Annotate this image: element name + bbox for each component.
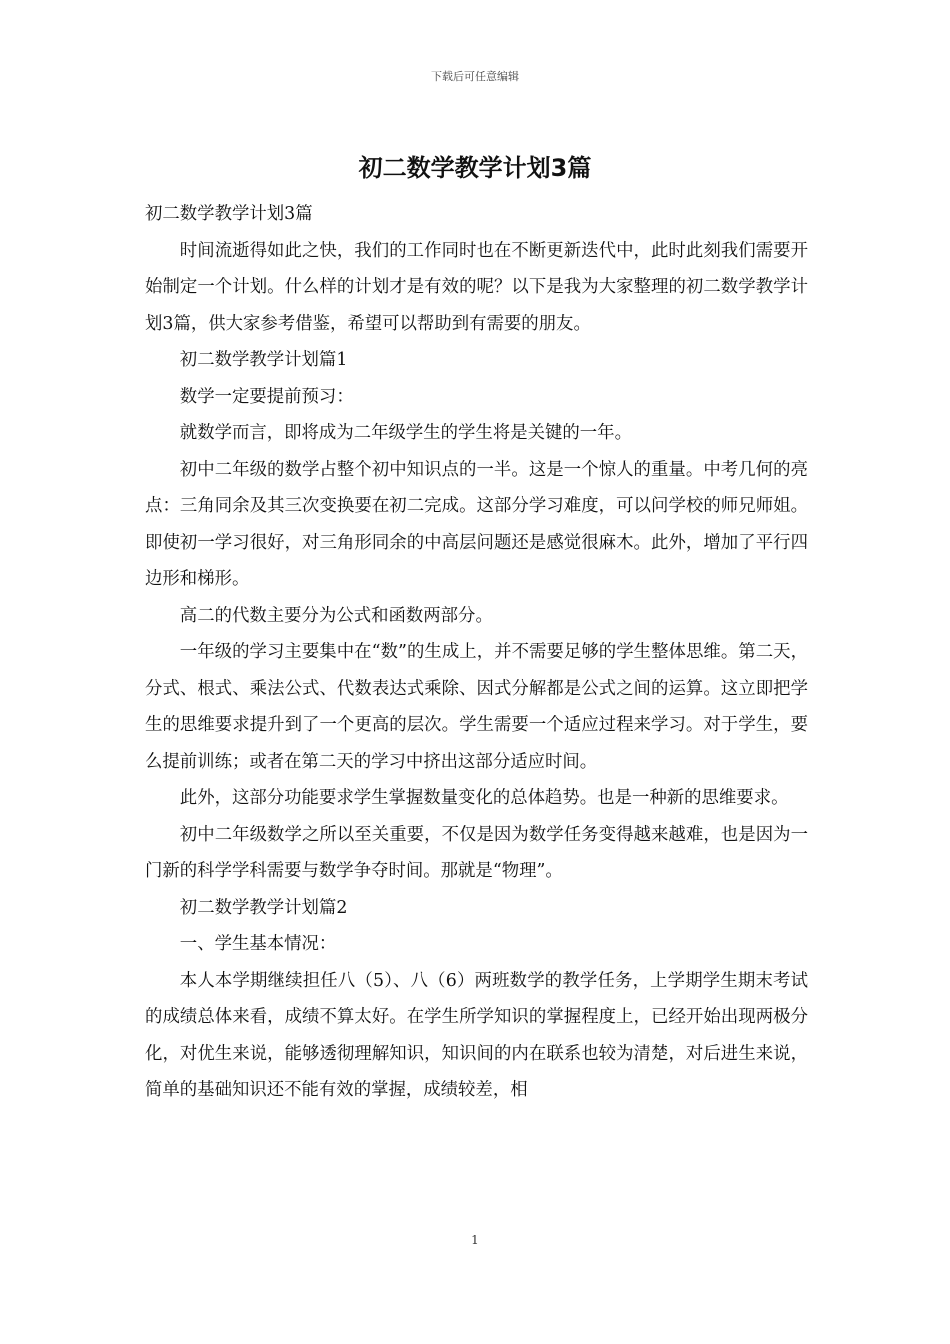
section-heading-plan-1: 初二数学教学计划篇1	[179, 350, 348, 370]
paragraph: 高二的代数主要分为公式和函数两部分。	[179, 605, 493, 626]
paragraph-intro: 时间流逝得如此之快，我们的工作同时也在不断更新迭代中，此时此刻我们需要开始制定一个计划。什么样的计划才是有效的呢？以下是我为大家整理的初二数学教学计划3篇，供大家参考借鉴，希望可以帮助到有需要的朋友。	[145, 240, 808, 334]
document-body	[145, 196, 808, 1109]
subsection-heading: 一、学生基本情况：	[179, 934, 337, 954]
paragraph-subtitle: 初二数学教学计划3篇	[145, 204, 313, 224]
paragraph: 此外，这部分功能要求学生掌握数量变化的总体趋势。也是一种新的思维要求。	[179, 788, 789, 808]
page-number: 1	[471, 1233, 479, 1247]
paragraph: 初中二年级的数学占整个初中知识点的一半。这是一个惊人的重量。中考几何的亮点：三角同余及其三次变换要在初二完成。这部分学习难度，可以问学校的师兄师姐。即使初一学习很好，对三角形同余的中高层问题还是感觉很麻木。此外，增加了平行四边形和梯形。	[145, 459, 808, 589]
section-heading-plan-2: 初二数学教学计划篇2	[179, 897, 348, 918]
paragraph: 就数学而言，即将成为二年级学生的学生将是关键的一年。	[179, 423, 632, 443]
page-header-note: 下载后可任意编辑	[431, 70, 519, 83]
paragraph: 数学一定要提前预习：	[179, 386, 354, 407]
document-title: 初二数学教学计划3篇	[358, 154, 592, 182]
paragraph: 一年级的学习主要集中在“数”的生成上，并不需要足够的学生整体思维。第二天，分式、根式、乘法公式、代数表达式乘除、因式分解都是公式之间的运算。这立即把学生的思维要求提升到了一个更高的层次。学生需要一个适应过程来学习。对于学生，要么提前训练；或者在第二天的学习中挤出这部分适应时间。	[145, 642, 808, 772]
paragraph: 初中二年级数学之所以至关重要，不仅是因为数学任务变得越来越难，也是因为一门新的科学学科需要与数学争夺时间。那就是“物理”。	[145, 824, 808, 881]
paragraph: 本人本学期继续担任八（5）、八（6）两班数学的教学任务，上学期学生期末考试的成绩总体来看，成绩不算太好。在学生所学知识的掌握程度上，已经开始出现两极分化，对优生来说，能够透彻理解知识，知识间的内在联系也较为清楚，对后进生来说，简单的基础知识还不能有效的掌握，成绩较差，相	[145, 970, 808, 1100]
